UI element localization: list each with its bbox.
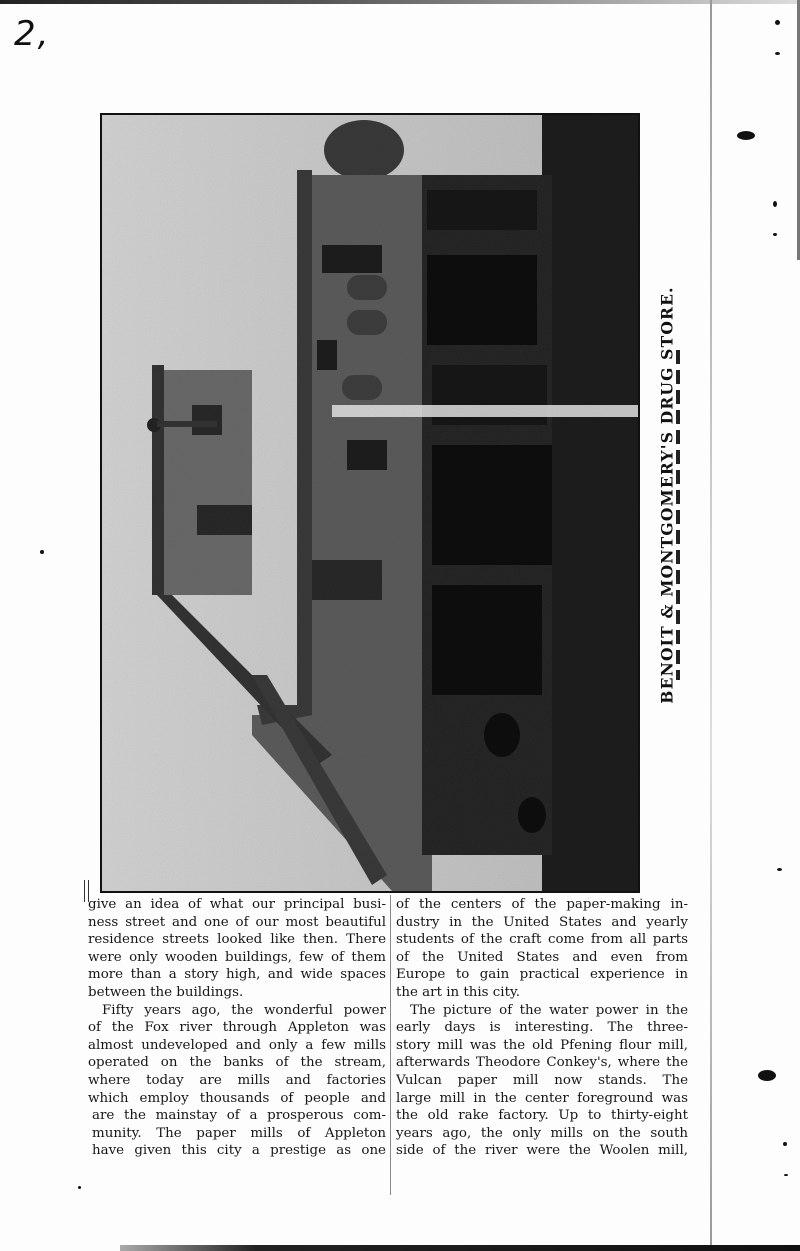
binding-rule bbox=[710, 0, 712, 1251]
text-line: operated on the banks of the stream, bbox=[88, 1055, 386, 1071]
text-line: have given this city a prestige as one bbox=[92, 1143, 386, 1159]
text-line: afterwards Theodore Conkey's, where the bbox=[396, 1055, 688, 1071]
ink-mark bbox=[78, 1186, 81, 1189]
text-line: of the United States and even from bbox=[396, 949, 688, 965]
text-line: give an idea of what our principal busi- bbox=[88, 897, 386, 912]
ink-mark bbox=[775, 20, 780, 25]
ink-mark bbox=[777, 868, 782, 871]
ink-mark bbox=[773, 233, 777, 236]
text-line: the art in this city. bbox=[396, 984, 520, 1000]
text-line: were only wooden buildings, few of them bbox=[88, 949, 386, 965]
text-line: side of the river were the Woolen mill, bbox=[396, 1143, 688, 1159]
text-line: students of the craft come from all parts bbox=[396, 932, 688, 948]
text-line: story mill was the old Pfening flour mill, bbox=[396, 1037, 688, 1053]
text-line: which employ thousands of people and bbox=[88, 1090, 386, 1106]
text-line: ness street and one of our most beautiful bbox=[88, 914, 386, 930]
page-bottom-edge bbox=[120, 1245, 800, 1251]
text-line: munity. The paper mills of Appleton bbox=[92, 1125, 386, 1141]
text-line: The picture of the water power in the bbox=[410, 1002, 688, 1018]
punch-hole-mark bbox=[737, 131, 755, 140]
punch-hole-mark bbox=[758, 1070, 776, 1081]
text-line: Vulcan paper mill now stands. The bbox=[396, 1072, 688, 1088]
text-line: of the Fox river through Appleton was bbox=[88, 1020, 386, 1036]
text-line: of the centers of the paper-making in- bbox=[396, 897, 688, 912]
text-line: large mill in the center foreground was bbox=[396, 1090, 688, 1106]
caption-underline-artifact bbox=[676, 350, 680, 680]
page-top-edge bbox=[0, 0, 800, 4]
text-line: where today are mills and factories bbox=[88, 1072, 386, 1088]
ink-mark bbox=[783, 1142, 787, 1146]
ink-mark bbox=[40, 550, 44, 554]
text-line: are the mainstay of a prosperous com- bbox=[92, 1108, 386, 1124]
text-line: between the buildings. bbox=[88, 984, 244, 1000]
article-column-2 bbox=[396, 896, 688, 1160]
text-line: the old rake factory. Up to thirty-eight bbox=[396, 1108, 688, 1124]
caption-text: BENOIT & MONTGOMERY'S DRUG STORE. bbox=[657, 286, 677, 704]
handwritten-page-number: 2, bbox=[14, 14, 51, 54]
text-line: years ago, the only mills on the south bbox=[396, 1125, 688, 1141]
text-line: residence streets looked like then. There bbox=[88, 932, 386, 948]
text-line: Fifty years ago, the wonderful power bbox=[102, 1002, 386, 1018]
column-separator bbox=[390, 895, 391, 1195]
article-column-1 bbox=[88, 896, 386, 1160]
text-line: early days is interesting. The three- bbox=[396, 1020, 688, 1036]
text-line: dustry in the United States and yearly bbox=[396, 914, 688, 930]
text-line: more than a story high, and wide spaces bbox=[88, 967, 386, 983]
text-line: almost undeveloped and only a few mills bbox=[88, 1037, 386, 1053]
ink-mark bbox=[775, 52, 780, 55]
building-photograph bbox=[100, 113, 640, 893]
ink-mark bbox=[784, 1174, 788, 1176]
text-line: Europe to gain practical experience in bbox=[396, 967, 688, 983]
ink-mark bbox=[773, 201, 777, 207]
